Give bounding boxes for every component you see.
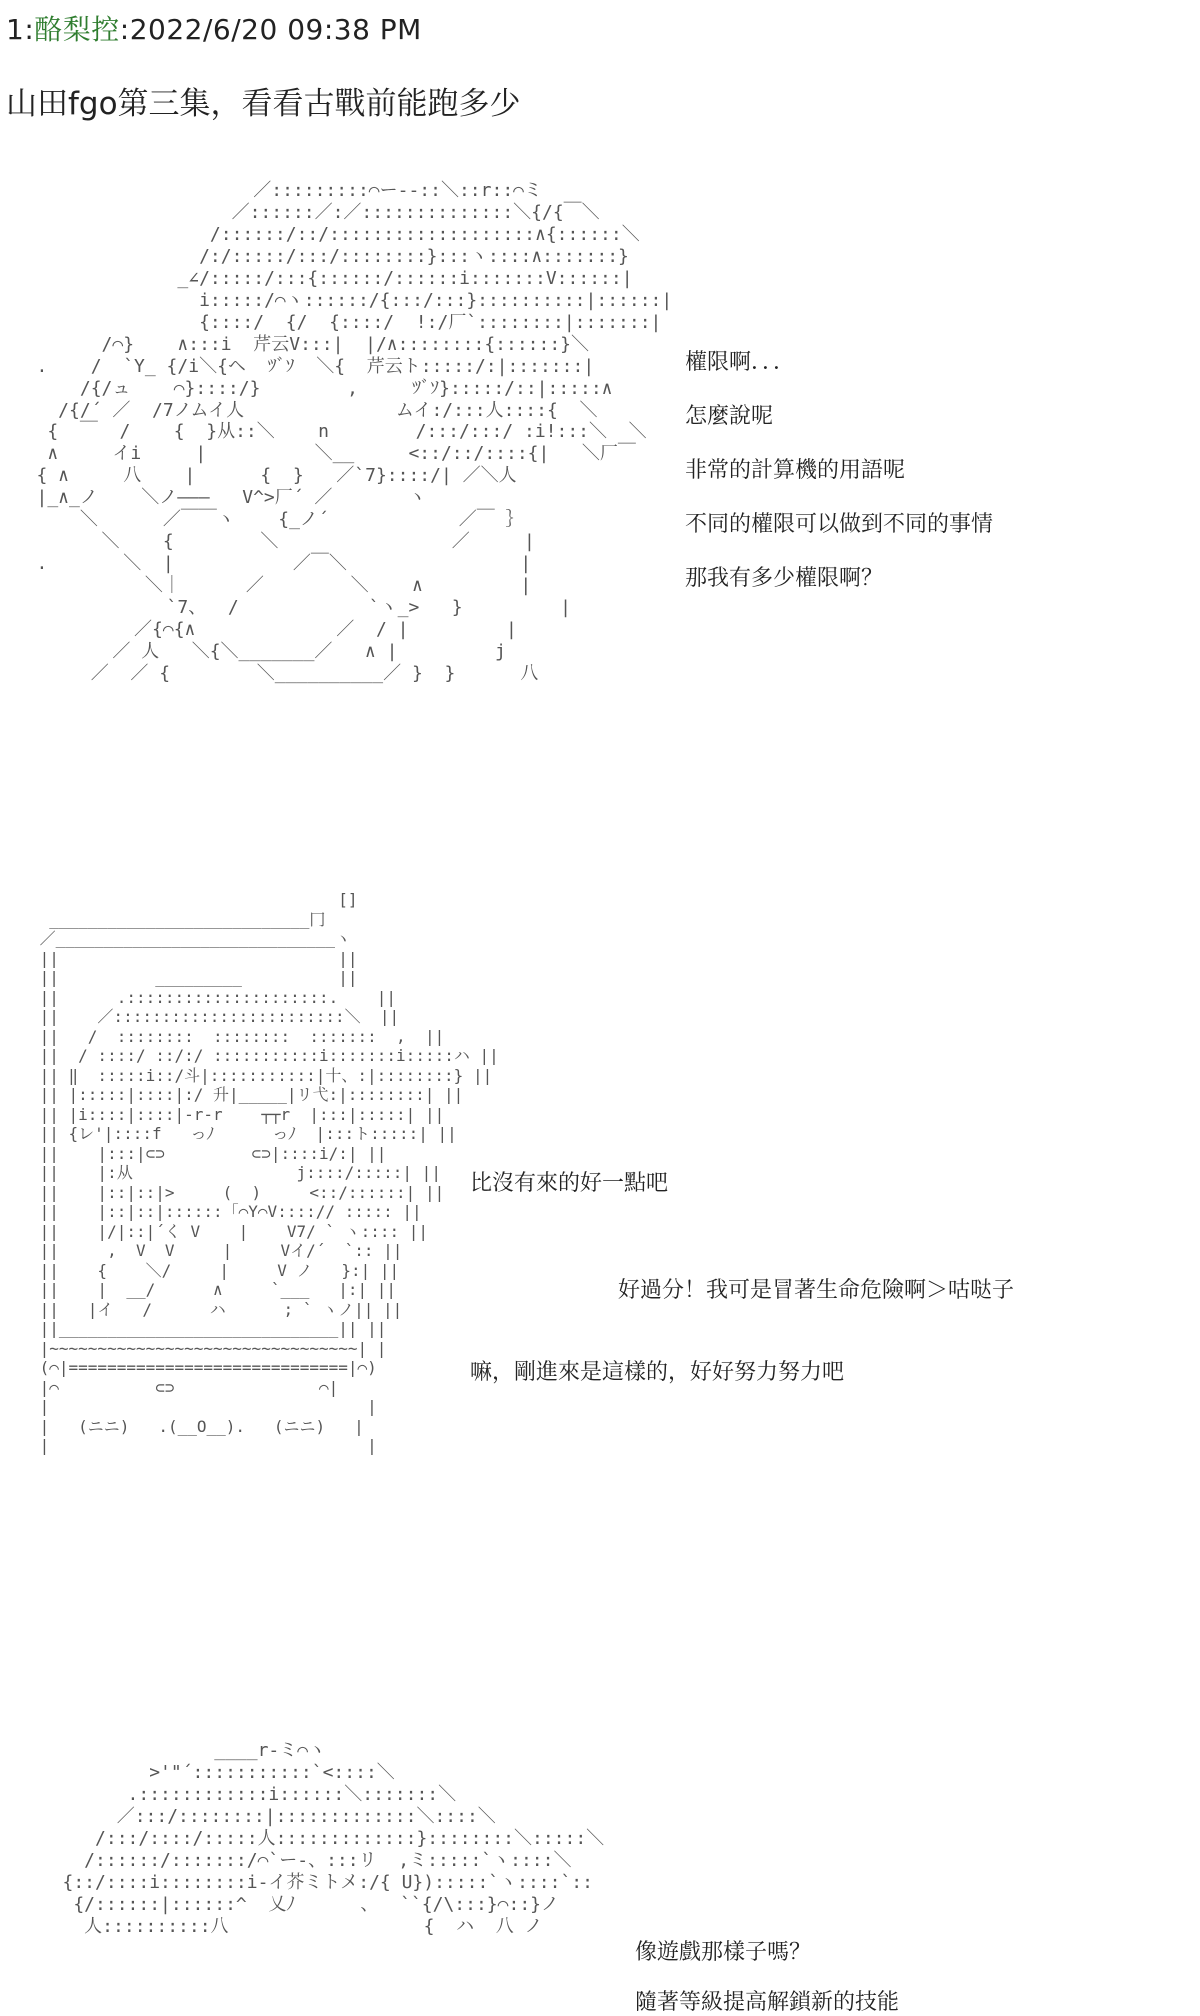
panel2-line: 嘛，剛進來是這樣的，好好努力努力吧: [470, 1360, 845, 1385]
post-datetime: 2022/6/20 09:38 PM: [129, 13, 422, 46]
author-name[interactable]: 酪梨控: [34, 13, 120, 46]
panel2-line: 比沒有來的好一點吧: [470, 1171, 669, 1196]
post-number: 1: [6, 13, 25, 46]
panel2-line: 好過分！我可是冒著生命危險啊＞咕哒子: [618, 1278, 1015, 1303]
ascii-art-character-2: ____r‐ミ⌒ヽ >'"´:::::::::::`<::::＼ .::::::::::::i::::::＼:::::::＼ ／:::/::::::::|:::::::::::::＼::::＼ /:::/::::/:::::人:::::::::::::}::::::::＼:::::＼ /::::::/:::::::/⌒`ー-、:::リ ,ミ:::::`ヽ::::＼ {::/::::i::::::::i‐イ芥ミトメ:/{ U}):::::`ヽ::::`:: {/::::::|::::::^ 乂ﾉ 、 ``{/\:::}⌒::}ノ 人::::::::::八 { ハ 八 ノ: [62, 1740, 605, 1937]
post-header: [6, 8, 422, 48]
panel1-line: 怎麼說呢: [685, 404, 774, 429]
panel1-line: 不同的權限可以做到不同的事情: [685, 512, 994, 537]
panel1-line: 非常的計算機的用語呢: [685, 458, 906, 483]
post-title: 山田fgo第三集，看看古戰前能跑多少: [6, 86, 521, 122]
panel1-line: 那我有多少權限啊？: [685, 566, 884, 591]
header-separator: :: [119, 13, 130, 46]
panel3-line: 像遊戲那樣子嗎？: [635, 1940, 812, 1965]
header-separator: :: [24, 13, 35, 46]
panel1-line: 權限啊．．．: [685, 350, 796, 375]
ascii-art-phone: [] ___________________________冂 ／_____________________________ヽ || || || _________ || || .:::::::::::::::::::::. || || ／::::::::::::::::::::::::＼ || || / :::::::: :::::::: ::::::: , || || / ::::/ ::/:/ :::::::::::i:::::::i:::::ハ || || ‖ :::::i::/斗|:::::::::::|十、:|::::::::} || || |:::::|::::|:/ 升|_____|リ弋:|::::::::| || || |i::::|::::|‐r‐r ┬┬r |:::|:::::| || || {レ'|::::f っﾉ っﾉ |:::ト:::::| || || |:::|⊂⊃ ⊂⊃|::::i/:| || || |:从 j::::/:::::| || || |::|::|> ( ) <::/::::::| || || |::|::|::::::「⌒Y⌒V::::// ::::: || || |/|::|´く V | V7/ ` ヽ:::: || || , V V | Vイ/´ `:: || || { ＼/ | V ノ }:| || || | __/ ∧ `___ |:| || || |イ / ハ ; ` ヽノ|| || ||_____________________________|| || |~~~~~~~~~~~~~~~~~~~~~~~~~~~~~~~~| | (⌒|=============================|⌒) |⌒ ⊂⊃ ⌒| | | | (ニニ) .(__O__). (ニニ) | | |: [39, 890, 499, 1456]
ascii-art-character-1: ／:::::::::⌒ー--::＼::r::⌒ミ ／::::::／:／::::::::::::::＼{/{￣＼ /::::::/::/:::::::::::::::::::∧{::::::＼ /:/:::::/:::/::::::::}:::ヽ::::∧:::::::} _∠/:::::/:::{::::::/::::::i:::::::V::::::| i:::::/⌒ヽ::::::/{:::/:::}::::::::::|::::::| {::::/ {/ {::::/ !:/厂`::::::::|:::::::| /⌒} ∧:::i 芹云V:::| |/∧::::::::{::::::}＼ . / `Y_ {/i＼{ヘ ﾂﾞｿ ＼{ 芹云ト:::::/:|:::::::| /{/ュ ⌒}::::/} , ﾂﾞｿ}:::::/::|:::::∧ /{/´ ／ /7ノムイ人 ムイ:/:::人::::{ ＼ { ￣ / { }从::＼ n /:::/:::/ :i!:::＼ ＼ ∧ イi | ＼__ <::/::/::::{| ＼厂￣ { ∧ 八 | { } ／`7}::::/| ／＼人 |_∧_ノ ＼ノ――― V^>厂´ ／ ヽ ＼ ／￣￣ヽ {_ノ´ ／￣ ｝ ＼ { ＼ ／ | . ＼ | ／￣＼ | ＼｜ ／ ＼ ∧ | `7、 / `ヽ_> } | ／{⌒{∧ ／ / | | ／ 人 ＼{＼_______／ ∧ | j ／ ／ { ＼__________／ } } 八: [36, 180, 673, 684]
panel3-line: 隨著等級提高解鎖新的技能: [635, 1990, 900, 2015]
